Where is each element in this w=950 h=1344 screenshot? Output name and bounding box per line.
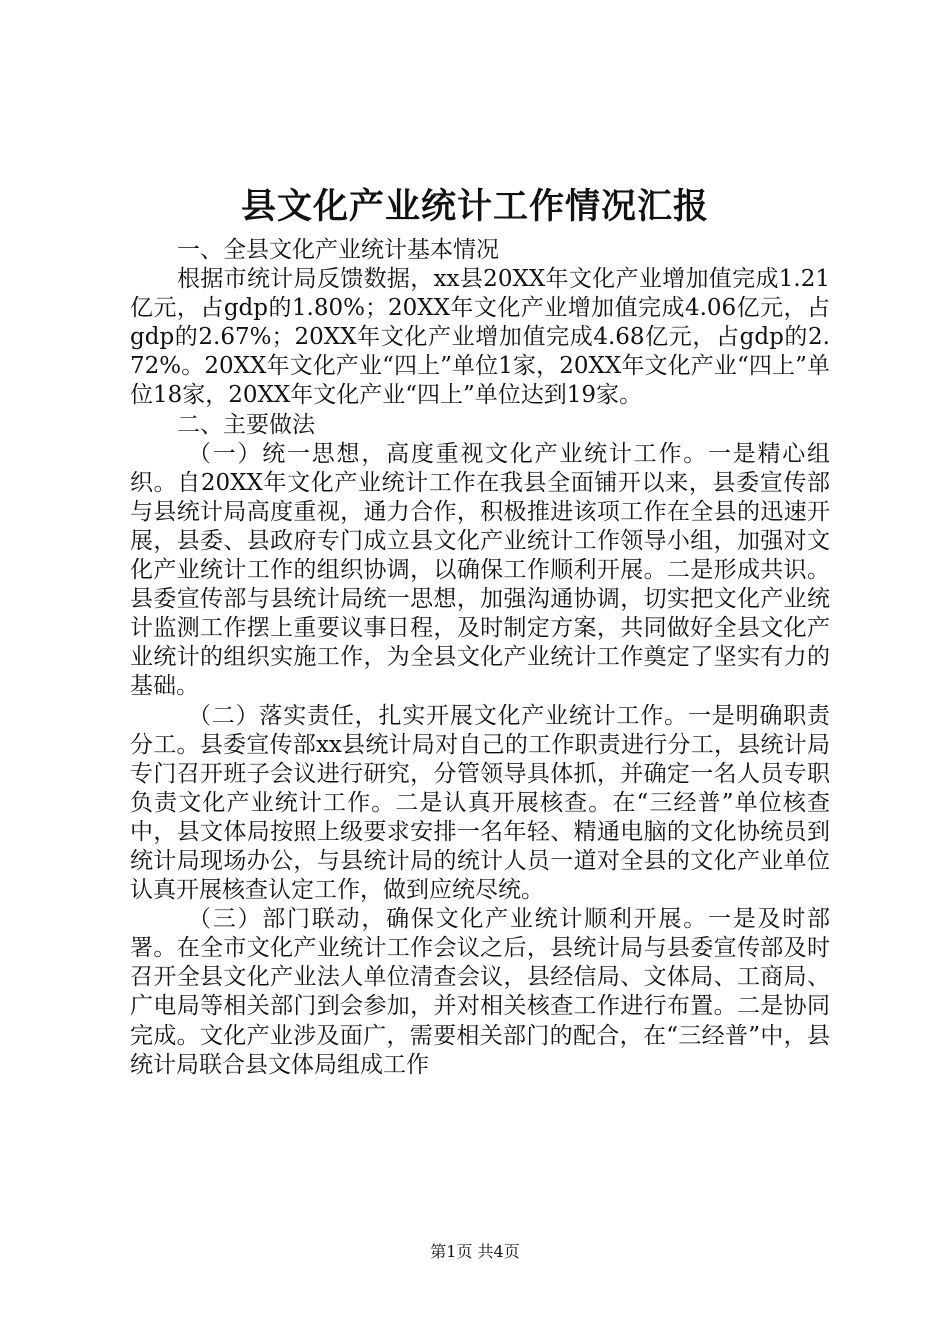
- paragraph-point-2: （二）落实责任，扎实开展文化产业统计工作。一是明确职责分工。县委宣传部xx县统计局对自己的工作职责进行分工，县统计局专门召开班子会议进行研究，分管领导具体抓，并确定一名人员专职负责文化产业统计工作。二是认真开展核查。在“三经普”单位核查中，县文体局按照上级要求安排一名年轻、精通电脑的文化协统员到统计局现场办公，与县统计局的统计人员一道对全县的文化产业单位认真开展核查认定工作，做到应统尽统。: [130, 702, 830, 904]
- paragraph-point-3: （三）部门联动，确保文化产业统计顺利开展。一是及时部署。在全市文化产业统计工作会议之后，县统计局与县委宣传部及时召开全县文化产业法人单位清查会议，县经信局、文体局、工商局、广电局等相关部门到会参加，并对相关核查工作进行布置。二是协同完成。文化产业涉及面广，需要相关部门的配合，在“三经普”中，县统计局联合县文体局组成工作: [130, 906, 830, 1078]
- paragraph-statistics-summary: 根据市统计局反馈数据，xx县20XX年文化产业增加值完成1.21亿元，占gdp的1.80%；20XX年文化产业增加值完成4.06亿元，占gdp的2.67%；20XX年文化产业增加值完成4.68亿元，占gdp的2.72%。20XX年文化产业“四上”单位1家，20XX年文化产业“四上”单位18家，20XX年文化产业“四上”单位达到19家。: [130, 266, 830, 409]
- page-number-footer: 第1页 共4页: [430, 1242, 520, 1261]
- section-heading-2: 二、主要做法: [177, 411, 315, 438]
- paragraph-point-1: （一）统一思想，高度重视文化产业统计工作。一是精心组织。自20XX年文化产业统计工作在我县全面铺开以来，县委宣传部与县统计局高度重视，通力合作，积极推进该项工作在全县的迅速开展，县委、县政府专门成立县文化产业统计工作领导小组，加强对文化产业统计工作的组织协调，以确保工作顺利开展。二是形成共识。县委宣传部与县统计局统一思想，加强沟通协调，切实把文化产业统计监测工作摆上重要议事日程，及时制定方案，共同做好全县文化产业统计的组织实施工作，为全县文化产业统计工作奠定了坚实有力的基础。: [130, 440, 830, 700]
- document-title: 县文化产业统计工作情况汇报: [240, 186, 709, 227]
- document-body: [130, 236, 830, 1080]
- section-heading-1: 一、全县文化产业统计基本情况: [177, 237, 499, 263]
